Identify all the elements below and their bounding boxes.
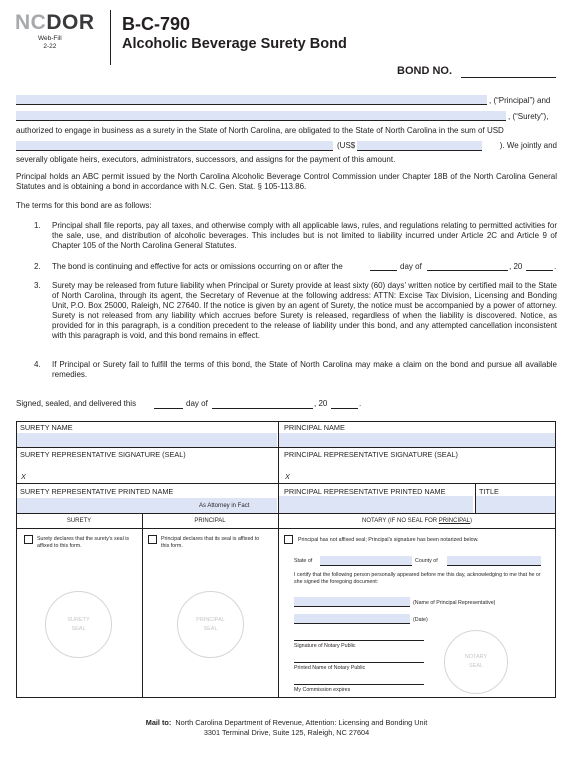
attorney-in-fact-label: As Attorney in Fact — [199, 503, 250, 509]
surety-name-label: SURETY NAME — [20, 423, 73, 432]
term-3-text: Surety may be released from future liability when Principal or Surety provide at least sixty (60) days’ written notice by certified mail to the State of North Carolina, through its agent, the Secretary of Revenue at the following address: ATTN: Excise Tax Division, Licensing and Bonding Unit, P.O. Box 25000, Raleigh, NC 27640. If the notice is given by an agent of Surety, the notice must be accompanied by a power of attorney. Surety is not released from any liability which accrues before Surety is released, regardless of when the liability is discovered. Notice, as provided for in this paragraph, is a condition precedent to the release of liability under this bond, and any attempted cancellation inconsistent with this paragraph is void, and this bond remains in effect. — [52, 281, 557, 340]
notary-declaration: Principal has not affixed seal; Principal’s signature has been notarized below. — [298, 537, 479, 543]
signed-text-a: Signed, sealed, and delivered this — [16, 399, 137, 408]
certify-text: I certify that the following person personally appeared before me this day, acknowledging to me that he or she signed the foregoing document: — [294, 572, 541, 585]
term-2-day-of: day of — [400, 262, 422, 271]
permit-paragraph: Principal holds an ABC permit issued by the North Carolina Alcoholic Beverage Control Commission under Chapter 18B of the North Carolina General Statutes and is obtaining a bond in accordance with N.C. Gen. Stat. § 105-113.86. — [16, 172, 557, 191]
term-2-day-field[interactable] — [370, 270, 397, 271]
commission-expires-label: My Commission expires — [294, 687, 351, 693]
principal-seal-circle — [177, 591, 244, 658]
signed-day-field[interactable] — [154, 408, 183, 409]
mail-to-block — [16, 718, 557, 738]
term-2-month-field[interactable] — [427, 270, 508, 271]
term-2-text-a: The bond is continuing and effective for acts or omissions occurring on or after the — [52, 262, 343, 271]
web-fill-label: Web-Fill — [38, 35, 62, 42]
notary-date-field[interactable] — [294, 614, 410, 624]
surety-seal-circle — [45, 591, 112, 658]
principal-signature-x[interactable]: X — [285, 472, 290, 481]
amount-usd-field[interactable] — [357, 141, 482, 151]
commission-expires-line[interactable] — [294, 684, 424, 685]
col-line-seal — [142, 513, 143, 698]
surety-rep-signature-label: SURETY REPRESENTATIVE SIGNATURE (SEAL) — [20, 450, 186, 459]
state-of-label: State of — [294, 558, 313, 564]
mail-address-1: North Carolina Department of Revenue, Attention: Licensing and Bonding Unit — [175, 718, 428, 727]
notary-seal-text-1: NOTARY — [464, 654, 488, 660]
principal-tag: , (“Principal”) and — [489, 96, 551, 105]
web-fill-version — [38, 35, 62, 51]
intro-line5: severally obligate heirs, executors, administrators, successors, and assigns for the payment of this amount. — [16, 155, 396, 164]
usd-label: (US$ — [337, 141, 356, 150]
principal-rep-signature-label: PRINCIPAL REPRESENTATIVE SIGNATURE (SEAL) — [284, 450, 458, 459]
notary-printed-name-line[interactable] — [294, 662, 424, 663]
principal-rep-name-field[interactable] — [294, 597, 410, 607]
county-of-field[interactable] — [447, 556, 541, 566]
surety-signature-x[interactable]: X — [21, 472, 26, 481]
ncdor-logo — [15, 12, 95, 34]
jointly-text: ). We jointly and — [499, 141, 557, 150]
surety-seal-text-2: SEAL — [71, 625, 86, 632]
col-notary-header — [278, 517, 556, 525]
term-1-text: Principal shall file reports, pay all taxes, and otherwise comply with all applicable laws, rules, and regulations relating to permitted activities for the sale, use, and distribution of alcoholic beverages. This includes but is not limited to liability incurred under Article 2C and Article 9 of Chapter 105 of the North Carolina General Statutes. — [52, 221, 557, 250]
term-1-number: 1. — [34, 221, 41, 230]
term-2-number: 2. — [34, 262, 41, 271]
amount-words-field[interactable] — [16, 141, 333, 151]
intro-line3: authorized to engage in business as a surety in the State of North Carolina, are obligated to the State of North Carolina in the sum of USD — [16, 126, 504, 135]
notary-header-text: NOTARY (IF NO SEAL FOR — [361, 518, 439, 524]
signed-month-field[interactable] — [212, 408, 313, 409]
bond-no-label: BOND NO. — [397, 65, 452, 77]
surety-name-input[interactable] — [17, 433, 277, 447]
notary-signature-line[interactable] — [294, 640, 424, 641]
terms-intro: The terms for this bond are as follows: — [16, 201, 152, 210]
principal-rep-printed-label: PRINCIPAL REPRESENTATIVE PRINTED NAME — [284, 487, 446, 496]
mail-to-label: Mail to: — [145, 718, 172, 727]
name-of-principal-rep-label: (Name of Principal Representative) — [413, 600, 496, 606]
principal-seal-declaration: Principal declares that its seal is affixed to this form. — [161, 536, 260, 549]
notary-printed-name-label: Printed Name of Notary Public — [294, 665, 366, 671]
col-line-mid — [278, 421, 279, 698]
principal-seal-text-2: SEAL — [203, 625, 218, 632]
mail-address-2: 3301 Terminal Drive, Suite 125, Raleigh, NC 27604 — [203, 728, 370, 737]
logo-nc: NC — [15, 11, 47, 34]
principal-name-input[interactable] — [279, 433, 555, 447]
form-number: B-C-790 — [122, 14, 191, 34]
term-2-period: . — [554, 262, 557, 271]
principal-name-label: PRINCIPAL NAME — [284, 423, 345, 432]
header-divider — [110, 10, 111, 65]
notary-header-principal: PRINCIPAL — [438, 518, 471, 524]
mail-line-1 — [16, 718, 557, 728]
principal-seal-text-1: PRINCIPAL — [196, 616, 225, 623]
state-of-field[interactable] — [320, 556, 412, 566]
term-2-year-field[interactable] — [526, 270, 553, 271]
col-principal-header: PRINCIPAL — [194, 518, 226, 524]
notary-header-close: ) — [470, 518, 473, 524]
signed-day-of: day of — [186, 399, 208, 408]
surety-name-field[interactable] — [16, 111, 506, 121]
notary-seal-circle — [444, 630, 508, 694]
title-input[interactable] — [476, 496, 555, 513]
surety-rep-printed-label: SURETY REPRESENTATIVE PRINTED NAME — [20, 487, 174, 496]
surety-seal-declaration: Surety declares that the surety’s seal is affixed to this form. — [37, 536, 130, 549]
version-label: 2-22 — [43, 43, 57, 50]
principal-name-field[interactable] — [16, 95, 487, 105]
surety-seal-checkbox[interactable] — [24, 535, 33, 544]
bond-no-field[interactable] — [461, 77, 556, 78]
row-line-1 — [16, 447, 556, 448]
row-line-3 — [16, 513, 556, 514]
county-of-label: County of — [415, 558, 438, 564]
form-title: Alcoholic Beverage Surety Bond — [122, 36, 347, 52]
notary-seal-text-2: SEAL — [468, 663, 484, 669]
date-label: (Date) — [413, 617, 428, 623]
signed-year-prefix: , 20 — [314, 399, 328, 408]
col-surety-header: SURETY — [66, 518, 92, 524]
signed-year-field[interactable] — [331, 408, 358, 409]
term-3-number: 3. — [34, 281, 41, 290]
row-line-4 — [16, 528, 556, 529]
col-line-title — [475, 483, 476, 513]
term-2-year-prefix: , 20 — [509, 262, 523, 271]
surety-seal-text-1: SURETY — [67, 616, 90, 623]
principal-printed-name-input[interactable] — [279, 496, 473, 513]
principal-seal-checkbox[interactable] — [148, 535, 157, 544]
notary-checkbox[interactable] — [284, 535, 293, 544]
term-4-number: 4. — [34, 360, 41, 369]
surety-tag: , (“Surety”), — [508, 112, 549, 121]
logo-dor: DOR — [46, 11, 95, 34]
signed-period: . — [359, 399, 362, 408]
notary-signature-label: Signature of Notary Public — [294, 643, 356, 649]
term-4-text: If Principal or Surety fail to fulfill the terms of this bond, the State of North Carolina may make a claim on the bond and pursue all available remedies. — [52, 360, 557, 379]
title-label: TITLE — [479, 487, 499, 496]
